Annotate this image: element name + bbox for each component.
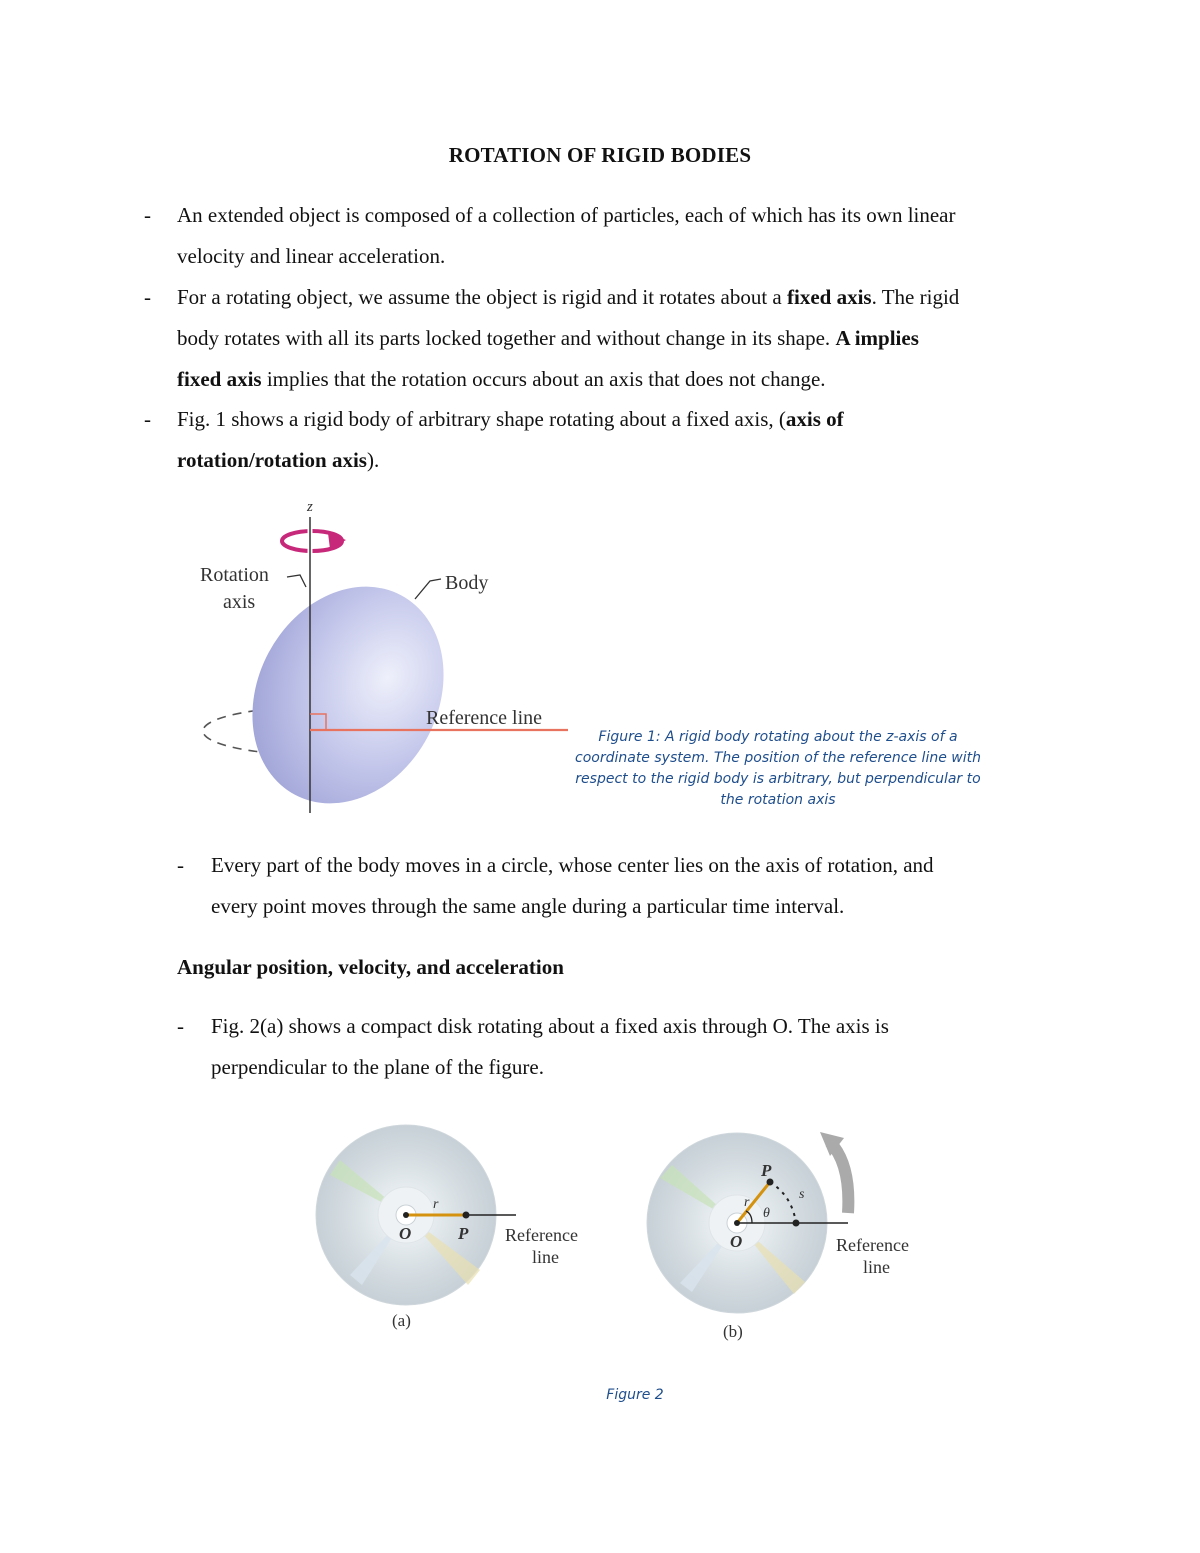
bullet-5-line-2: perpendicular to the plane of the figure. xyxy=(211,1055,544,1079)
bullet-2-line-2: body rotates with all its parts locked together and without change in its shape. A implies xyxy=(177,326,919,350)
bold-term: fixed axis xyxy=(177,367,262,391)
reference-label-line-1: Reference xyxy=(836,1235,909,1255)
bullet-dash: - xyxy=(177,1014,184,1038)
panel-label-a: (a) xyxy=(392,1311,411,1330)
bullet-4-line-2: every point moves through the same angle during a particular time interval. xyxy=(211,894,845,918)
reference-label-line-1: Reference xyxy=(505,1225,578,1245)
label-r: r xyxy=(744,1195,750,1210)
figure-2-caption: Figure 2 xyxy=(606,1387,664,1403)
body-shape xyxy=(215,553,480,820)
label-r: r xyxy=(433,1197,439,1212)
bullet-5-line-1: Fig. 2(a) shows a compact disk rotating about a fixed axis through O. The axis is xyxy=(211,1014,889,1038)
bullet-3-line-1: Fig. 1 shows a rigid body of arbitrary shape rotating about a fixed axis, (axis of xyxy=(177,407,844,431)
leader-line xyxy=(287,575,306,587)
page-title: ROTATION OF RIGID BODIES xyxy=(448,143,752,167)
bullet-3-line-2: rotation/rotation axis). xyxy=(177,448,380,472)
bullet-2-line-1: For a rotating object, we assume the object is rigid and it rotates about a fixed axis. The rigid xyxy=(177,285,960,309)
rotation-axis-label: Rotation xyxy=(200,564,269,586)
bullet-5 xyxy=(211,1006,889,1088)
label-P: P xyxy=(761,1161,772,1180)
label-O: O xyxy=(730,1232,743,1251)
bullet-dash: - xyxy=(144,285,151,309)
bullet-dash: - xyxy=(144,203,151,227)
body-label: Body xyxy=(445,572,489,594)
label-s: s xyxy=(799,1187,805,1202)
bullet-dash: - xyxy=(177,853,184,877)
bullet-4 xyxy=(211,845,934,927)
section-heading: Angular position, velocity, and acceleration xyxy=(177,955,564,979)
label-theta: θ xyxy=(763,1206,770,1221)
label-O: O xyxy=(399,1224,412,1243)
disk-b xyxy=(647,1132,909,1341)
rotation-arrow-icon xyxy=(830,1142,848,1213)
figure-1-rigid-body xyxy=(190,495,590,820)
bullet-4-line-1: Every part of the body moves in a circle, whose center lies on the axis of rotation, and xyxy=(211,853,934,877)
leader-line xyxy=(415,579,441,599)
bullet-2-line-3: fixed axis implies that the rotation occurs about an axis that does not change. xyxy=(177,367,826,391)
panel-label-b: (b) xyxy=(723,1322,743,1341)
bold-term: fixed axis xyxy=(787,285,872,309)
bold-term: axis of xyxy=(785,407,844,431)
reference-line-label: Reference line xyxy=(426,707,543,729)
reference-label-line-2: line xyxy=(532,1247,559,1267)
bullet-2 xyxy=(177,277,959,400)
bullet-1-line-2: velocity and linear acceleration. xyxy=(177,244,446,268)
figure-1-caption: Figure 1: A rigid body rotating about the z-axis of a coordinate system. The position of the reference line with respect to the rigid body is arbitrary, but perpendicular to the rotation axis xyxy=(575,729,981,808)
bold-term: rotation/rotation axis xyxy=(177,448,367,472)
rotation-axis-label-2: axis xyxy=(223,591,256,613)
bullet-1-line-1: An extended object is composed of a collection of particles, each of which has its own linear xyxy=(177,203,956,227)
bullet-3 xyxy=(177,399,844,481)
disk-a xyxy=(316,1125,578,1330)
reference-label-line-2: line xyxy=(863,1257,890,1277)
figure-2-compact-disks xyxy=(300,1120,940,1350)
z-axis-label: z xyxy=(307,499,313,515)
bold-term: A implies xyxy=(835,326,919,350)
label-P: P xyxy=(458,1224,469,1243)
bullet-1 xyxy=(177,195,956,277)
bullet-dash: - xyxy=(144,407,151,431)
